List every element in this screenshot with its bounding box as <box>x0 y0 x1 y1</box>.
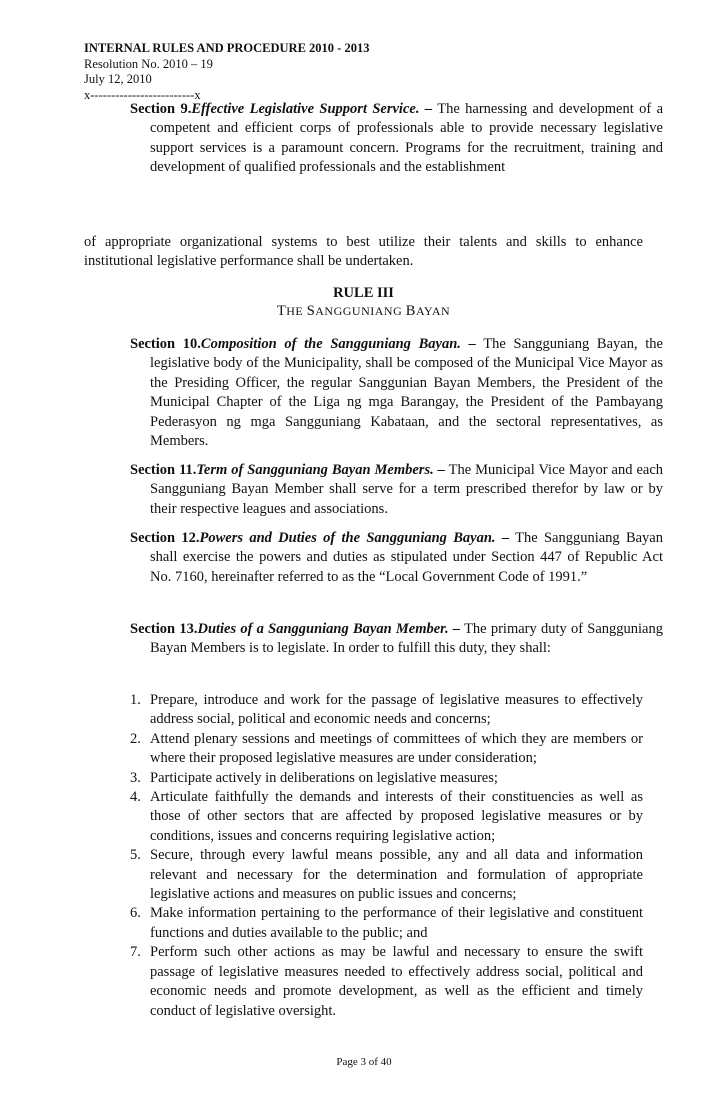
list-item: 7. Perform such other actions as may be lawful and necessary to ensure the swift passage of legislative measures needed to effectively address social, political and economic needs and promote development, as well as the efficient and timely conduct of legislative oversight. <box>130 944 643 1019</box>
section-9-continuation: of appropriate organizational systems to best utilize their talents and skills to enhance institutional legislative performance shall be undertaken. <box>84 234 643 270</box>
section-10-label: Section 10. <box>130 336 201 352</box>
rule-subtitle: THE SANGGUNIANG BAYAN <box>276 303 451 319</box>
section-12-body: The Sangguniang Bayan shall exercise the powers and duties as stipulated under Section 447 of Republic Act No. 7160, hereinafter referred to as the “Local Government Code of 1991.” <box>150 530 663 585</box>
section-10-body: The Sangguniang Bayan, the legislative body of the Municipality, shall be composed of the Municipal Vice Mayor as the Presiding Officer, the regular Sanggunian Bayan Members, the President of the Municipal Chapter of the Liga ng mga Barangay, the President of the Pambayang Pederasyon ng mga Sangguniang Kabataan, and the sectoral representatives, as Members. <box>150 336 663 450</box>
section-11-heading: Term of Sangguniang Bayan Members. – <box>196 462 445 478</box>
resolution-number: Resolution No. 2010 – 19 <box>84 56 213 71</box>
section-13 <box>130 620 663 659</box>
section-13-heading: Duties of a Sangguniang Bayan Member. – <box>197 621 461 637</box>
section-10-heading: Composition of the Sangguniang Bayan. – <box>200 336 476 352</box>
section-13-body: The primary duty of Sangguniang Bayan Members is to legislate. In order to fulfill this duty, they shall: <box>150 621 663 657</box>
list-item: 4. Articulate faithfully the demands and interests of their constituencies as well as those of other sectors that are affected by proposed legislative measures or by conditions, issues and concerns requiring legislative action; <box>130 789 643 844</box>
page-number: Page 3 of 40 <box>336 1056 392 1068</box>
section-12-heading: Powers and Duties of the Sangguniang Bayan. – <box>199 530 510 546</box>
section-11-label: Section 11. <box>130 462 197 478</box>
section-12-label: Section 12. <box>130 530 200 546</box>
list-item: 1. Prepare, introduce and work for the passage of legislative measures to effectively address social, political and economic needs and concerns; <box>130 692 643 728</box>
document-title: INTERNAL RULES AND PROCEDURE 2010 - 2013 <box>84 41 370 55</box>
section-10 <box>130 335 663 451</box>
header-separator: x-------------------------x <box>84 87 201 102</box>
section-12 <box>130 529 663 587</box>
section-13-label: Section 13. <box>130 621 198 637</box>
list-item: 6. Make information pertaining to the performance of their legislative and constituent functions and duties available to the public; and <box>130 905 643 941</box>
document-date: July 12, 2010 <box>84 72 152 86</box>
list-item: 3. Participate actively in deliberations on legislative measures; <box>130 769 498 786</box>
document-header <box>84 41 369 103</box>
section-9-label: Section 9. <box>130 101 192 117</box>
section-11-body: The Municipal Vice Mayor and each Sangguniang Bayan Member shall serve for a term prescribed therefor by law or by their respective leagues and associations. <box>150 462 664 517</box>
section-9-body: The harnessing and development of a competent and efficient corps of professionals able to provide necessary legislative support services is a paramount concern. Programs for the recruitment, training and development of qualified professionals and the establishment <box>150 101 664 176</box>
rule-heading <box>84 284 643 320</box>
section-9-heading: Effective Legislative Support Service. – <box>191 101 433 117</box>
rule-title: RULE III <box>333 285 394 301</box>
list-item: 5. Secure, through every lawful means possible, any and all data and information relevant and necessary for the determination and formulation of appropriate legislative actions and measures on public issues and concerns; <box>130 847 643 903</box>
section-11 <box>130 461 663 519</box>
section-9 <box>130 100 663 178</box>
duties-list <box>130 691 643 1021</box>
list-item: 2. Attend plenary sessions and meetings of committees of which they are members or where their proposed legislative measures are under consideration; <box>130 730 643 767</box>
